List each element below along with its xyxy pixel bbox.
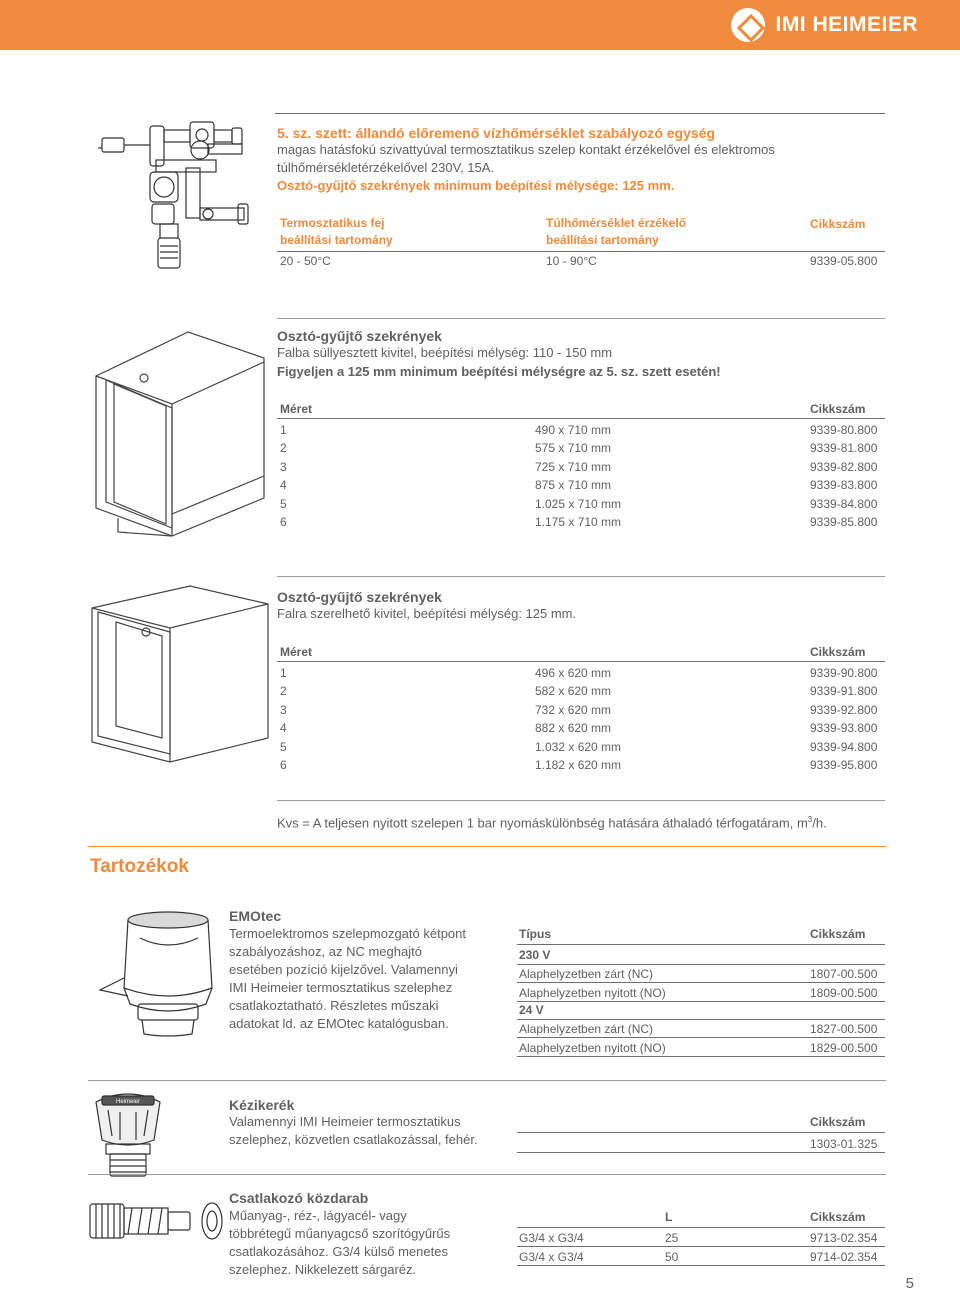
divider bbox=[277, 318, 885, 319]
table-row: 5 1.032 x 620 mm 9339-94.800 bbox=[280, 739, 878, 754]
divider bbox=[277, 800, 885, 801]
emotec-group-24v: 24 V bbox=[519, 1003, 544, 1017]
accessories-divider bbox=[88, 846, 886, 847]
table-row: 1 496 x 620 mm 9339-90.800 bbox=[280, 666, 878, 680]
brand-mark-icon bbox=[731, 8, 765, 42]
emotec-group-230v: 230 V bbox=[519, 948, 551, 962]
surface-head-size: Méret bbox=[280, 645, 313, 659]
table-row: Alaphelyzetben nyitott (NO) 1829-00.500 bbox=[517, 1039, 885, 1057]
table-row: 6 1.175 x 710 mm 9339-85.800 bbox=[280, 515, 878, 529]
set5-desc-line2: túlhőmérsékletérzékelővel 230V, 15A. bbox=[277, 160, 495, 175]
divider bbox=[517, 1227, 885, 1228]
accessories-heading: Tartozékok bbox=[90, 856, 189, 877]
divider bbox=[517, 1132, 885, 1133]
surface-title: Osztó-gyűjtő szekrények bbox=[277, 589, 442, 605]
coupling-head-l: L bbox=[665, 1210, 673, 1224]
set5-title: 5. sz. szett: állandó előremenő vízhőmérséklet szabályozó egység bbox=[277, 125, 716, 141]
recessed-desc: Falba süllyesztett kivitel, beépítési mélység: 110 - 150 mm bbox=[277, 345, 613, 360]
table-row: 4 882 x 620 mm 9339-93.800 bbox=[280, 721, 878, 736]
surface-desc: Falra szerelhető kivitel, beépítési mélység: 125 mm. bbox=[277, 606, 577, 621]
table-row: G3/4 x G3/4 25 9713-02.354 bbox=[517, 1229, 885, 1247]
set5-note: Osztó-gyűjtő szekrények minimum beépítési mélysége: 125 mm. bbox=[277, 178, 675, 193]
emotec-head-code: Cikkszám bbox=[810, 927, 866, 941]
kvs-note: Kvs = A teljesen nyitott szelepen 1 bar nyomáskülönbség hatására áthaladó térfogatáram, $m^3/h$. bbox=[277, 815, 827, 831]
table-row: 2 582 x 620 mm 9339-91.800 bbox=[280, 684, 878, 699]
emotec-desc: Termoelektromos szelepmozgató kétpont szabályozáshoz, az NC meghajtó esetében pozíció kijelzővel. Valamennyi IMI Heimeier termosztatikus szelephez csatlakoztatható. Részletes műszaki adatokat ld. az EMOtec katalógusban. bbox=[229, 926, 467, 1031]
handwheel-row: 1303-01.325 bbox=[517, 1135, 885, 1153]
set5-row: 20 - 50°C 10 - 90°C 9339-05.800 bbox=[280, 254, 878, 268]
brand-header bbox=[0, 0, 960, 50]
table-row: 3 725 x 710 mm 9339-82.800 bbox=[280, 459, 878, 474]
emotec-head-type: Típus bbox=[519, 927, 551, 941]
recessed-head-code: Cikkszám bbox=[810, 402, 866, 416]
table-row: 5 1.025 x 710 mm 9339-84.800 bbox=[280, 496, 878, 511]
control-unit-illustration bbox=[90, 100, 260, 270]
table-row: G3/4 x G3/4 50 9714-02.354 bbox=[517, 1248, 885, 1266]
coupling-illustration bbox=[88, 1192, 228, 1250]
divider bbox=[277, 576, 885, 577]
recessed-warning: Figyeljen a 125 mm minimum beépítési mélységre az 5. sz. szett esetén! bbox=[277, 364, 721, 379]
table-row: Alaphelyzetben nyitott (NO) 1809-00.500 bbox=[517, 984, 885, 1002]
coupling-title: Csatlakozó közdarab bbox=[229, 1190, 369, 1206]
table-row: 4 875 x 710 mm 9339-83.800 bbox=[280, 478, 878, 493]
brand-name: IMI HEIMEIER bbox=[775, 13, 918, 36]
emotec-title: EMOtec bbox=[229, 908, 282, 924]
set5-desc-line1: magas hatásfokú szivattyúval termosztatikus szelep kontakt érzékelővel és elektromos bbox=[277, 142, 775, 157]
set5-col1-head: Termosztatikus fej beállítási tartomány bbox=[280, 216, 393, 247]
divider bbox=[277, 418, 885, 419]
divider bbox=[275, 113, 885, 114]
table-row: 6 1.182 x 620 mm 9339-95.800 bbox=[280, 758, 878, 772]
handwheel-title: Kézikerék bbox=[229, 1097, 295, 1113]
handwheel-head-code: Cikkszám bbox=[810, 1115, 866, 1129]
recessed-title: Osztó-gyűjtő szekrények bbox=[277, 328, 442, 344]
divider bbox=[277, 661, 885, 662]
surface-head-code: Cikkszám bbox=[810, 645, 866, 659]
page-number: 5 bbox=[905, 1275, 914, 1292]
table-row: Alaphelyzetben zárt (NC) 1807-00.500 bbox=[517, 965, 885, 983]
divider bbox=[517, 944, 885, 945]
emotec-illustration bbox=[94, 908, 224, 1038]
divider bbox=[88, 1174, 886, 1175]
table-row: 2 575 x 710 mm 9339-81.800 bbox=[280, 441, 878, 456]
table-row: 3 732 x 620 mm 9339-92.800 bbox=[280, 702, 878, 717]
set5-col3-head: Cikkszám bbox=[810, 217, 866, 231]
handwheel-cap-label: Heimeier bbox=[115, 1099, 141, 1105]
surface-cabinet-illustration bbox=[86, 578, 272, 778]
set5-col2-head: Túlhőmérséklet érzékelő beállítási tartomány bbox=[546, 216, 687, 247]
table-row: 1 490 x 710 mm 9339-80.800 bbox=[280, 423, 878, 437]
recessed-cabinet-illustration bbox=[88, 318, 268, 538]
table-row: Alaphelyzetben zárt (NC) 1827-00.500 bbox=[517, 1020, 885, 1038]
coupling-desc: Műanyag-, réz-, lágyacél- vagy többrétegű műanyagcső szorítógyűrűs csatlakozásához. G3/4 külső menetes szelephez. Nikkelezett sárgaréz. bbox=[229, 1208, 451, 1277]
coupling-head-code: Cikkszám bbox=[810, 1210, 866, 1224]
recessed-head-size: Méret bbox=[280, 402, 313, 416]
divider bbox=[277, 251, 885, 252]
handwheel-desc: Valamennyi IMI Heimeier termosztatikus szelephez, közvetlen csatlakozással, fehér. bbox=[229, 1114, 478, 1147]
divider bbox=[88, 1080, 886, 1081]
brand-logo bbox=[731, 7, 918, 43]
handwheel-illustration bbox=[88, 1088, 168, 1180]
